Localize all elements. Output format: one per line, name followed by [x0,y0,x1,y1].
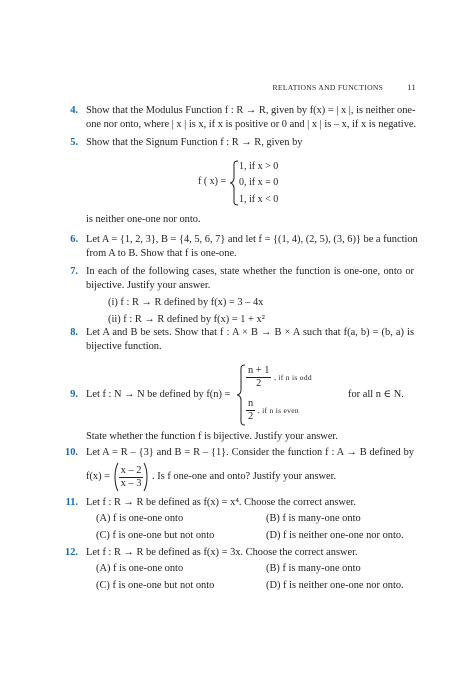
question-5-conclusion [86,213,414,227]
left-brace-icon [236,364,246,426]
fraction-denominator: 2 [256,378,262,389]
question-number: 8. [70,327,78,338]
answer-options [96,562,414,593]
left-brace-icon [229,160,239,206]
question-number: 7. [70,266,78,277]
signum-case-negative: 1, if x < 0 [239,194,279,205]
question-text-line: from A to B. Show that f is one-one. [86,248,237,259]
question-text-line: In each of the following cases, state whether the function is one-one, onto or [86,266,414,277]
fraction-numerator: x – 2 [120,464,142,476]
option-c: (C) f is one-one but not onto [96,530,215,541]
question-6 [70,233,418,261]
question-11 [65,496,414,543]
signum-case-positive: 1, if x > 0 [239,161,279,172]
question-10 [65,446,414,460]
question-4 [70,104,417,132]
question-7 [70,265,414,327]
question-part-ii: (ii) f : R → R defined by f(x) = 1 + x² [108,314,265,325]
piecewise-case-odd [246,365,312,390]
function-definition [86,462,336,492]
question-text-line: bijective function. [86,341,162,352]
piecewise-case-even [246,398,299,423]
option-c: (C) f is one-one but not onto [96,580,215,591]
running-title: RELATIONS AND FUNCTIONS [272,83,384,92]
question-text-line: Let A = {1, 2, 3}, B = {4, 5, 6, 7} and let f = {(1, 4), (2, 5), (3, 6)} be a function [86,234,418,245]
question-text-line: one nor onto, where | x | is x, if x is positive or 0 and | x | is – x, if x is negative. [86,119,417,130]
question-8 [70,326,414,354]
question-number: 12. [65,547,78,558]
option-b: (B) f is many-one onto [266,513,361,524]
case-condition: , if n is odd [274,372,312,382]
option-a: (A) f is one-one onto [96,563,184,574]
answer-options [96,512,414,543]
option-a: (A) f is one-one onto [96,513,184,524]
question-text-line: is neither one-one nor onto. [86,214,201,225]
question-12 [65,546,414,593]
question-text-line: Let f : R → R be defined as f(x) = x⁴. Choose the correct answer. [86,497,357,508]
question-number: 11. [65,497,78,508]
page-number: 11 [407,82,416,92]
question-number: 5. [70,137,78,148]
question-part-i: (i) f : R → R defined by f(x) = 3 – 4x [108,297,264,308]
right-paren-icon [143,462,149,492]
fraction-denominator: 2 [248,411,254,422]
fraction-numerator: n [248,398,254,409]
question-number: 4. [70,105,78,116]
question-text-line: Let f : N → N be defined by f(n) = [86,389,231,400]
question-number: 10. [65,447,78,458]
case-condition: , if n is even [257,405,299,415]
option-d: (D) f is neither one-one nor onto. [266,580,404,591]
question-text-tail: . Is f one-one and onto? Justify your answer. [152,471,337,482]
fraction-denominator: x – 3 [120,477,142,489]
signum-lhs: f ( x) = [198,176,227,187]
question-text-line: Show that the Modulus Function f : R → R, given by f(x) = | x |, is neither one- [86,105,416,116]
question-number: 6. [70,234,78,245]
question-text-line: Show that the Signum Function f : R → R, given by [86,137,303,148]
question-text-line: Let A and B be sets. Show that f : A × B → B × A such that f(a, b) = (b, a) is [86,327,414,338]
option-b: (B) f is many-one onto [266,563,361,574]
question-number: 9. [70,389,78,400]
question-5 [70,136,414,150]
question-text-line: State whether the function f is bijective. Justify your answer. [86,431,338,442]
question-9-conclusion [86,430,414,444]
question-text-line: Let f : R → R be defined as f(x) = 3x. Choose the correct answer. [86,547,358,558]
domain-quantifier: for all n ∈ N. [348,389,404,400]
function-lhs: f(x) = [86,471,111,482]
running-header [273,80,416,95]
fraction-numerator: n + 1 [248,365,270,376]
question-text-line: Let A = R – {3} and B = R – {1}. Consider the function f : A → B defined by [86,447,414,458]
option-d: (D) f is neither one-one nor onto. [266,530,404,541]
signum-case-zero: 0, if x = 0 [239,177,279,188]
question-text-line: bijective. Justify your answer. [86,280,211,291]
